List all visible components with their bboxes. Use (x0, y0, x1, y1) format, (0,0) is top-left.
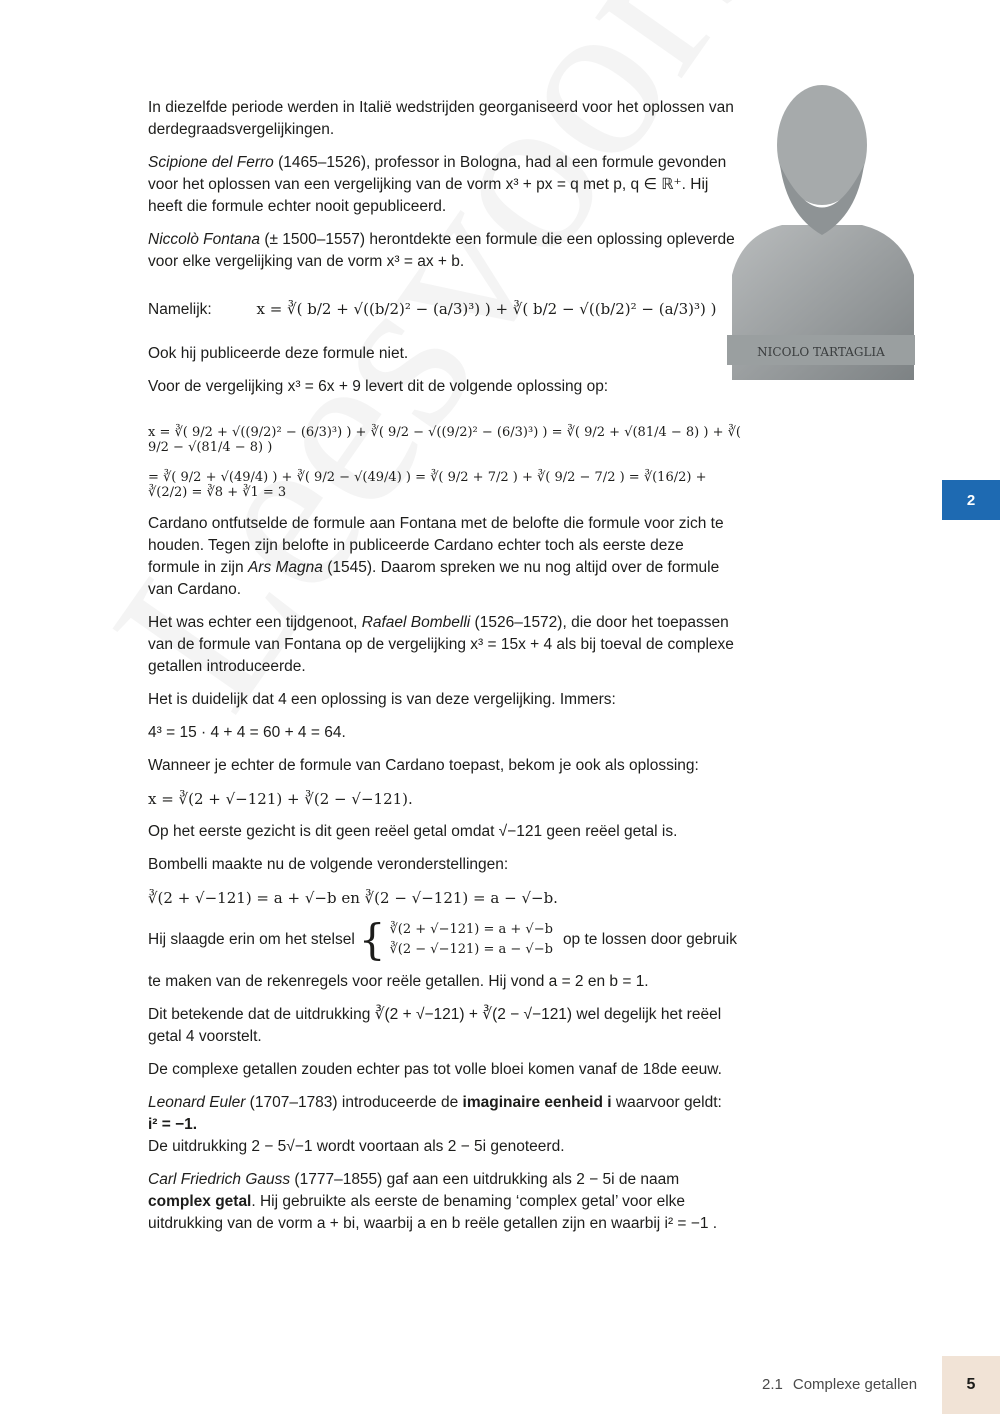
page-number: 5 (942, 1356, 1000, 1414)
chapter-tab: 2 (942, 480, 1000, 520)
name-euler: Leonard Euler (148, 1094, 246, 1111)
portrait-image (722, 75, 920, 380)
body-column-3 (148, 513, 738, 1246)
term-imaginaire-eenheid: imaginaire eenheid i (462, 1094, 612, 1111)
paragraph-19-a: (1707–1783) introduceerde de (245, 1094, 463, 1111)
namelijk-label: Namelijk: (148, 301, 212, 318)
paragraph-12: Op het eerste gezicht is dit geen reëel getal omdat √−121 geen reëel getal is. (148, 823, 678, 840)
system-outro: op te lossen door gebruik (562, 931, 737, 948)
body-column-2 (148, 343, 738, 409)
paragraph-19 (148, 1092, 738, 1158)
book-title: Ars Magna (247, 559, 323, 576)
system-equations (390, 920, 553, 960)
system-eq-1: ∛(2 + √−121) = a + √−b (389, 922, 553, 937)
term-complex-getal: complex getal (148, 1193, 252, 1210)
paragraph-6-text: Cardano ontfutselde de formule aan Fontana met de belofte die formule voor zich te houden. Tegen zijn belofte in publiceerde Cardano echter toch als eerste deze formule in zijn (148, 515, 724, 576)
paragraph-9: 4³ = 15 · 4 + 4 = 60 + 4 = 64. (148, 724, 346, 741)
name-gauss: Carl Friedrich Gauss (148, 1171, 291, 1188)
paragraph-21-a: (1777–1855) gaf aan een uitdrukking als 2 − 5i de naam (290, 1171, 680, 1188)
paragraph-17: Dit betekende dat de uitdrukking ∛(2 + √−121) + ∛(2 − √−121) wel degelijk het reëel getal 4 voorstelt. (148, 1006, 722, 1045)
footer-section-title: Complexe getallen (792, 1376, 918, 1393)
paragraph-16: te maken van de rekenregels voor reële getallen. Hij vond a = 2 en b = 1. (148, 973, 649, 990)
paragraph-7-b: (1526–1572), die door het toepassen van de formule van Fontana op de vergelijking x³ = 15x + 4 als bij toeval de complexe getallen introduceerde. (148, 614, 734, 675)
paragraph-1: In diezelfde periode werden in Italië wedstrijden georganiseerd voor het oplossen van derdegraadsvergelijkingen. (148, 99, 734, 138)
paragraph-7-a: Het was echter een tijdgenoot, (148, 614, 362, 631)
portrait-caption: NICOLO TARTAGLIA (757, 345, 885, 359)
solution-line-2: = ∛( 9/2 + √(49/4) ) + ∛( 9/2 − √(49/4) ) = ∛( 9/2 + 7/2 ) + ∛( 9/2 − 7/2 ) = ∛(16/2) + ∛(2/2) = ∛8 + ∛1 = 3 (148, 470, 707, 500)
paragraph-20: De uitdrukking 2 − 5√−1 wordt voortaan als 2 − 5i genoteerd. (148, 1138, 565, 1155)
name-bombelli: Rafael Bombelli (361, 614, 471, 631)
name-fontana: Niccolò Fontana (148, 231, 261, 248)
name-del-ferro: Scipione del Ferro (148, 154, 274, 171)
euler-equation: i² = −1. (148, 1116, 198, 1133)
paragraph-10: Wanneer je echter de formule van Cardano toepast, bekom je ook als oplossing: (148, 757, 699, 774)
paragraph-13: Bombelli maakte nu de volgende veronderstellingen: (148, 856, 509, 873)
paragraph-18: De complexe getallen zouden echter pas tot volle bloei komen vanaf de 18de eeuw. (148, 1061, 722, 1078)
paragraph-3 (148, 229, 738, 273)
paragraph-14: ∛(2 + √−121) = a + √−b en ∛(2 − √−121) = a − √−b. (148, 889, 558, 907)
footer-section-number: 2.1 (762, 1376, 783, 1393)
footer-section-label (762, 1376, 927, 1393)
paragraph-4: Ook hij publiceerde deze formule niet. (148, 345, 409, 362)
paragraph-2-text: (1465–1526), professor in Bologna, had al een formule gevonden voor het oplossen van een vergelijking van de vorm x³ + px = q met p, q ∈ ℝ⁺. Hij heeft die formule echter nooit gepubliceerd. (148, 154, 727, 215)
paragraph-11: x = ∛(2 + √−121) + ∛(2 − √−121). (148, 790, 413, 808)
paragraph-6-rest: (1545). Daarom spreken we nu nog altijd over de formule van Cardano. (148, 559, 720, 598)
paragraph-8: Het is duidelijk dat 4 een oplossing is van deze vergelijking. Immers: (148, 691, 616, 708)
paragraph-3-text: (± 1500–1557) herontdekte een formule die een oplossing opleverde voor elke vergelijking van de vorm x³ = ax + b. (148, 231, 735, 270)
system-eq-2: ∛(2 − √−121) = a − √−b (389, 942, 553, 957)
paragraph-7 (148, 612, 738, 678)
system-brace: { (358, 915, 386, 964)
formula-fontana: x = ∛( b/2 + √((b/2)² − (a/3)³) ) + ∛( b/2 − √((b/2)² − (a/3)³) ) (256, 300, 717, 318)
paragraph-21-b: . Hij gebruikte als eerste de benaming ‘complex getal’ voor elke uitdrukking van de vorm a + bi, waarbij a en b reële getallen zijn en waarbij i² = −1 . (148, 1193, 718, 1232)
paragraph-2 (148, 152, 738, 218)
paragraph-5: Voor de vergelijking x³ = 6x + 9 levert dit de volgende oplossing op: (148, 378, 609, 395)
paragraph-19-b: waarvoor geldt: (611, 1094, 722, 1111)
system-row (148, 915, 738, 964)
solution-line-1: x = ∛( 9/2 + √((9/2)² − (6/3)³) ) + ∛( 9/2 − √((9/2)² − (6/3)³) ) = ∛( 9/2 + √(81/4 − 8) ) + ∛( 9/2 − √(81/4 − 8) ) (148, 425, 741, 455)
body-column (148, 97, 738, 284)
system-intro: Hij slaagde erin om het stelsel (148, 931, 355, 948)
paragraph-6 (148, 513, 738, 601)
formula-fontana-row (148, 300, 716, 319)
paragraph-21 (148, 1169, 738, 1235)
